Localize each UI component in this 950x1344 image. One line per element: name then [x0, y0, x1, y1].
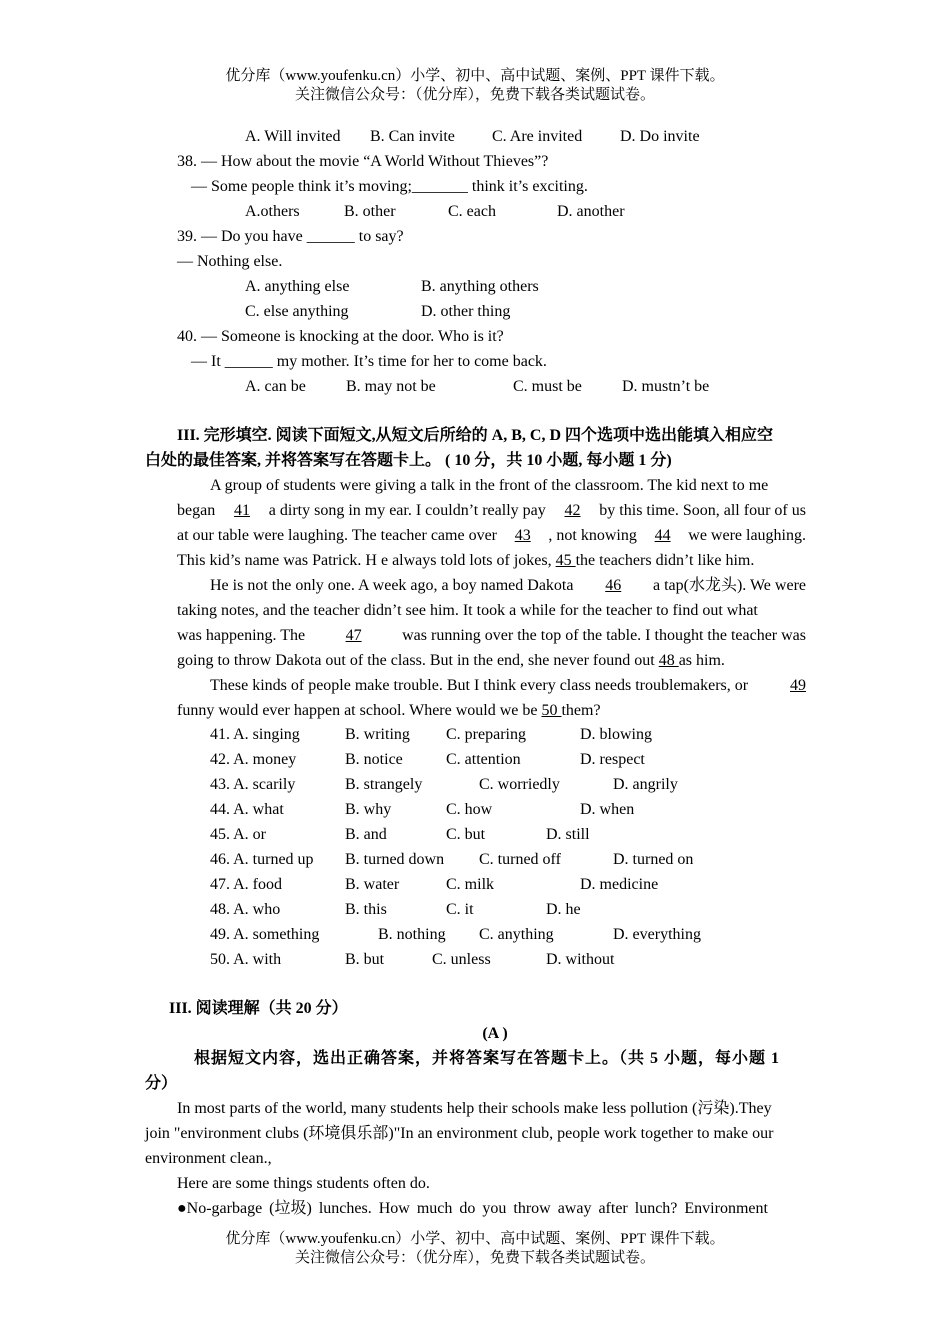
passage-text: These kinds of people make trouble. But I think every class needs troublemakers, or [210, 677, 749, 694]
passage-line [177, 651, 725, 671]
passage-line [177, 626, 806, 646]
option: C. attention [446, 751, 521, 768]
passage-text: by this time. Soon, all four of us [599, 502, 806, 519]
passage-text: In most parts of the world, many students help their schools make less pollution (污染).They [177, 1100, 772, 1117]
option: C. each [448, 203, 496, 220]
blank-47: 47 [345, 627, 362, 644]
option: B. other [344, 203, 396, 220]
passage-text: This kid’s name was Patrick. H e always told lots of jokes, [177, 552, 556, 569]
question-stem: 40. — Someone is knocking at the door. Who is it? [177, 328, 504, 345]
page-header-line-1: 优分库（www.youfenku.cn）小学、初中、高中试题、案例、PPT 课件下载。 [225, 68, 725, 84]
option: B. Can invite [370, 128, 455, 145]
reading-bullet-line [177, 1199, 806, 1219]
passage-line [177, 551, 754, 571]
passage-text: was happening. The [177, 627, 306, 644]
option: D. turned on [613, 851, 694, 868]
reading-instructions [194, 1049, 806, 1069]
passage-line [177, 501, 806, 521]
passage-text: a dirty song in my ear. I couldn’t really pay [268, 502, 546, 519]
option: B. anything others [421, 278, 539, 295]
option: D. other thing [421, 303, 511, 320]
option: C. must be [513, 378, 582, 395]
question-reply: — Nothing else. [177, 253, 283, 270]
passage-text: He is not the only one. A week ago, a boy named Dakota [210, 577, 574, 594]
option: D. still [546, 826, 590, 843]
option: C. it [446, 901, 474, 918]
option: 47. A. food [210, 876, 282, 893]
reading-instructions-cont: 分） [145, 1075, 178, 1092]
blank-42: 42 [564, 502, 581, 519]
passage-text: , not knowing [548, 527, 637, 544]
option: 42. A. money [210, 751, 297, 768]
option: D. another [557, 203, 625, 220]
passage-text: began [177, 502, 216, 519]
passage-text: as him. [678, 652, 725, 669]
option: B. turned down [345, 851, 445, 868]
option: 41. A. singing [210, 726, 300, 743]
passage-text: was running over the top of the table. I thought the teacher was [402, 627, 806, 644]
page-footer-line-2: 关注微信公众号：（优分库），免费下载各类试题试卷。 [294, 1250, 655, 1266]
option: D. he [546, 901, 581, 918]
blank-45: 45 [555, 552, 576, 569]
option: A. can be [245, 378, 306, 395]
option: D. respect [580, 751, 645, 768]
option: D. when [580, 801, 635, 818]
blank-46: 46 [605, 577, 622, 594]
option: 48. A. who [210, 901, 281, 918]
option: B. water [345, 876, 400, 893]
option: D. medicine [580, 876, 659, 893]
option: D. without [546, 951, 615, 968]
question-reply: — It ______ my mother. It’s time for her to come back. [191, 353, 547, 370]
option: B. strangely [345, 776, 423, 793]
option: D. angrily [613, 776, 678, 793]
option: 44. A. what [210, 801, 284, 818]
reading-section-title: III. 阅读理解（共 20 分） [169, 1000, 348, 1017]
option: D. everything [613, 926, 701, 943]
cloze-section-title-cont: 白处的最佳答案, 并将答案写在答题卡上。 ( 10 分，共 10 小题, 每小题 1 分) [145, 452, 672, 469]
blank-43: 43 [514, 527, 531, 544]
option: 49. A. something [210, 926, 320, 943]
option: 45. A. or [210, 826, 266, 843]
option: C. Are invited [492, 128, 583, 145]
option: D. mustn’t be [622, 378, 710, 395]
passage-text: a tap(水龙头). We were [652, 577, 806, 594]
passage-text: them? [561, 702, 601, 719]
option: C. turned off [479, 851, 561, 868]
cloze-section-title: III. 完形填空. 阅读下面短文,从短文后所给的 A, B, C, D 四个选项中选出能填入相应空 [177, 427, 774, 444]
blank-50: 50 [541, 702, 562, 719]
instruction-text: 根据短文内容，选出正确答案，并将答案写在答题卡上。（共 5 小题，每小题 1 [194, 1050, 781, 1067]
option: B. and [345, 826, 387, 843]
passage-text: join "environment clubs (环境俱乐部)"In an environment club, people work together to make our [145, 1125, 774, 1142]
passage-line [177, 601, 806, 621]
blank-49: 49 [790, 677, 806, 694]
passage-text: funny would ever happen at school. Where would we be [177, 702, 542, 719]
passage-text: the teachers didn’t like him. [575, 552, 755, 569]
option: 46. A. turned up [210, 851, 314, 868]
option: B. notice [345, 751, 403, 768]
passage-text: taking notes, and the teacher didn’t see him. It took a while for the teacher to find out what [177, 602, 758, 619]
passage-text: A group of students were giving a talk in the front of the classroom. The kid next to me [210, 477, 769, 494]
option: C. else anything [245, 303, 349, 320]
option: C. unless [432, 951, 491, 968]
page-footer-line-1: 优分库（www.youfenku.cn）小学、初中、高中试题、案例、PPT 课件下载。 [225, 1231, 725, 1247]
option: C. anything [479, 926, 554, 943]
passage-text: at our table were laughing. The teacher came over [177, 527, 497, 544]
passage-text: going to throw Dakota out of the class. But in the end, she never found out [177, 652, 659, 669]
question-stem: 38. — How about the movie “A World Without Thieves”? [177, 153, 549, 170]
question-reply: — Some people think it’s moving;_______ think it’s exciting. [191, 178, 588, 195]
passage-line [177, 701, 601, 721]
option: B. may not be [346, 378, 436, 395]
option: 50. A. with [210, 951, 282, 968]
passage-text: ●No-garbage (垃圾) lunches. How much do you throw away after lunch? Environment [177, 1200, 768, 1217]
option: A. Will invited [245, 128, 341, 145]
option: B. but [345, 951, 385, 968]
question-stem: 39. — Do you have ______ to say? [177, 228, 404, 245]
option: B. why [345, 801, 392, 818]
reading-paragraph-line: Here are some things students often do. [177, 1175, 430, 1192]
option: B. nothing [378, 926, 446, 943]
option: D. Do invite [620, 128, 700, 145]
reading-paragraph-line: environment clean., [145, 1150, 272, 1167]
passage-line [177, 526, 806, 546]
option: C. but [446, 826, 486, 843]
page-header-line-2: 关注微信公众号：（优分库），免费下载各类试题试卷。 [294, 87, 655, 103]
option: A. anything else [245, 278, 350, 295]
reading-paragraph-line [145, 1124, 806, 1144]
passage-line [210, 576, 806, 596]
option: D. blowing [580, 726, 652, 743]
passage-line [210, 476, 806, 496]
option: C. how [446, 801, 493, 818]
option: B. this [345, 901, 387, 918]
reading-passage-label: (A ) [482, 1025, 508, 1042]
blank-48: 48 [658, 652, 679, 669]
option: 43. A. scarily [210, 776, 296, 793]
blank-41: 41 [233, 502, 250, 519]
option: C. milk [446, 876, 495, 893]
option: A.others [245, 203, 300, 220]
option: C. preparing [446, 726, 526, 743]
passage-line [210, 676, 806, 696]
option: C. worriedly [479, 776, 560, 793]
option: B. writing [345, 726, 410, 743]
passage-text: we were laughing. [688, 527, 806, 544]
reading-paragraph-line [177, 1099, 800, 1119]
blank-44: 44 [654, 527, 671, 544]
